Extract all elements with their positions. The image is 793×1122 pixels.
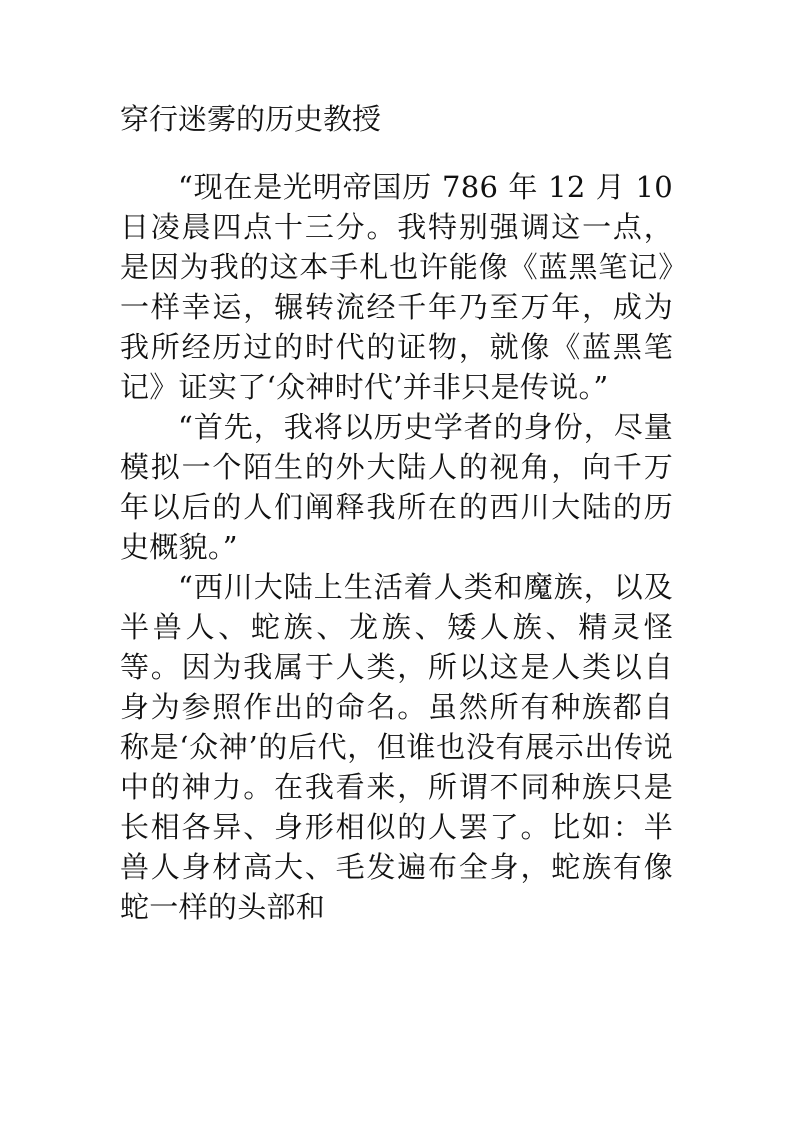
document-title: 穿行迷雾的历史教授 <box>120 102 382 136</box>
document-page <box>120 95 673 927</box>
paragraph-2: “首先，我将以历史学者的身份，尽量模拟一个陌生的外大陆人的视角，向千万年以后的人们阐释我所在的西川大陆的历史概貌。” <box>120 410 673 564</box>
paragraph-3: “西川大陆上生活着人类和魔族，以及半兽人、蛇族、龙族、矮人族、精灵怪等。因为我属于人类，所以这是人类以自身为参照作出的命名。虽然所有种族都自称是‘众神’的后代，但谁也没有展示出传说中的神力。在我看来，所谓不同种族只是长相各异、身形相似的人罢了。比如：半兽人身材高大、毛发遍布全身，蛇族有像蛇一样的头部和 <box>120 570 673 924</box>
paragraph-1: “现在是光明帝国历 786 年 12 月 10 日凌晨四点十三分。我特别强调这一点，是因为我的这本手札也许能像《蓝黑笔记》一样幸运，辗转流经千年乃至万年，成为我所经历过的时代的证物，就像《蓝黑笔记》证实了‘众神时代’并非只是传说。” <box>120 170 673 404</box>
